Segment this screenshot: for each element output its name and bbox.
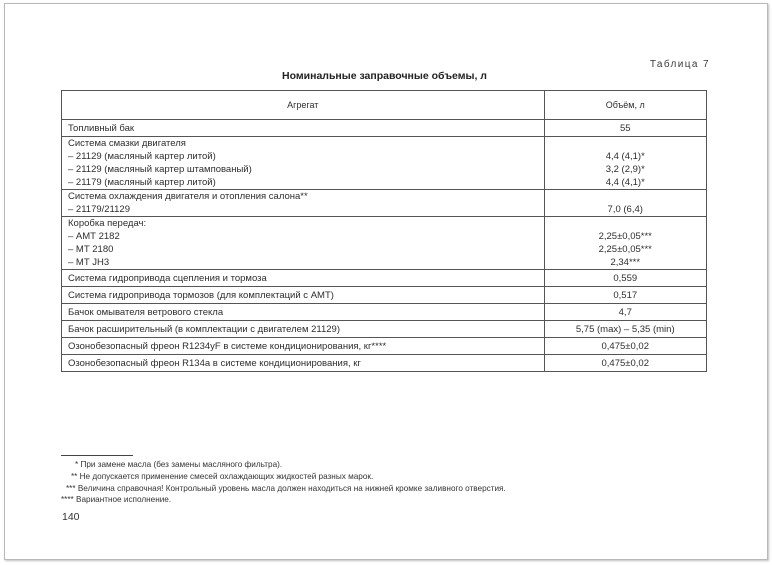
volume-value: 7,0 (6,4) [607,204,643,215]
volume-value: 4,4 (4,1)* [605,177,645,188]
volume-cell [544,137,707,190]
unit-line: Система охлаждения двигателя и отопления салона** [68,191,308,202]
table-row [62,270,707,287]
volume-value: 0,475±0,02 [601,357,649,369]
volume-cell [544,304,707,321]
volume-value: 0,475±0,02 [601,340,649,352]
volume-value: 2,34*** [610,257,641,268]
table-row [62,137,707,190]
header-volume: Объём, л [544,91,707,120]
table-number-label: Таблица 7 [649,59,710,70]
unit-cell [62,270,545,287]
footnote: *** Величина справочная! Контрольный уровень масла должен находиться на нижней кромке заливного отверстия. [66,483,506,493]
table-header-row [62,91,707,120]
unit-cell [62,137,545,190]
unit-line: – МТ JH3 [68,257,110,268]
table-row [62,355,707,372]
unit-cell [62,355,545,372]
unit-line: – АМТ 2182 [68,231,120,242]
unit-cell [62,217,545,270]
unit-cell [62,321,545,338]
unit-line: Бачок расширительный (в комплектации с двигателем 21129) [68,323,340,335]
unit-line: – 21129 (масляный картер штампованый) [68,164,252,175]
volume-value: 55 [619,122,631,134]
unit-cell [62,190,545,217]
page-number: 140 [62,511,80,523]
table-row [62,120,707,137]
header-unit: Агрегат [62,91,545,120]
volume-value: 5,75 (max) – 5,35 (min) [575,323,675,335]
table-row [62,321,707,338]
volume-cell [544,217,707,270]
unit-line: Топливный бак [68,122,135,134]
volume-cell [544,355,707,372]
unit-line: Система гидропривода тормозов (для комплектаций с АМТ) [68,289,334,301]
capacities-table [61,90,707,372]
volume-value: 3,2 (2,9)* [605,164,645,175]
unit-line: – 21179/21129 [68,204,130,215]
unit-line: Коробка передач: [68,218,147,229]
table-row [62,217,707,270]
volume-cell [544,321,707,338]
volume-value: 2,25±0,05*** [598,231,652,242]
unit-line: Система смазки двигателя [68,138,186,149]
volume-value [551,190,701,203]
unit-cell [62,338,545,355]
volume-value [551,217,701,230]
unit-line: Озонобезопасный фреон R1234yF в системе кондиционирования, кг**** [68,340,387,352]
table-row [62,190,707,217]
volume-cell [544,270,707,287]
footnote: **** Вариантное исполнение. [61,495,172,505]
unit-line: Бачок омывателя ветрового стекла [68,306,224,318]
table-row [62,304,707,321]
volume-cell [544,190,707,217]
footnotes [61,459,506,506]
unit-cell [62,304,545,321]
volume-cell [544,338,707,355]
volume-value: 0,559 [613,272,638,284]
volume-cell [544,287,707,304]
table-row [62,287,707,304]
unit-line: – 21129 (масляный картер литой) [68,151,216,162]
footnote: ** Не допускается применение смесей охлаждающих жидкостей разных марок. [71,471,374,481]
volume-value: 4,4 (4,1)* [605,151,645,162]
footnote: * При замене масла (без замены масляного фильтра). [75,460,283,469]
table-row [62,338,707,355]
volume-value [551,137,701,150]
unit-cell [62,120,545,137]
volume-value: 4,7 [618,306,632,318]
unit-line: Озонобезопасный фреон R134a в системе кондиционирования, кг [68,357,361,369]
volume-cell [544,120,707,137]
unit-line: – 21179 (масляный картер литой) [68,177,216,188]
volume-value: 0,517 [613,289,638,301]
unit-cell [62,287,545,304]
footnote-divider [61,455,133,456]
unit-line: – МТ 2180 [68,244,114,255]
unit-line: Система гидропривода сцепления и тормоза [68,272,267,284]
table-caption: Номинальные заправочные объемы, л [282,70,487,82]
table-body [62,120,707,372]
volume-value: 2,25±0,05*** [598,244,652,255]
